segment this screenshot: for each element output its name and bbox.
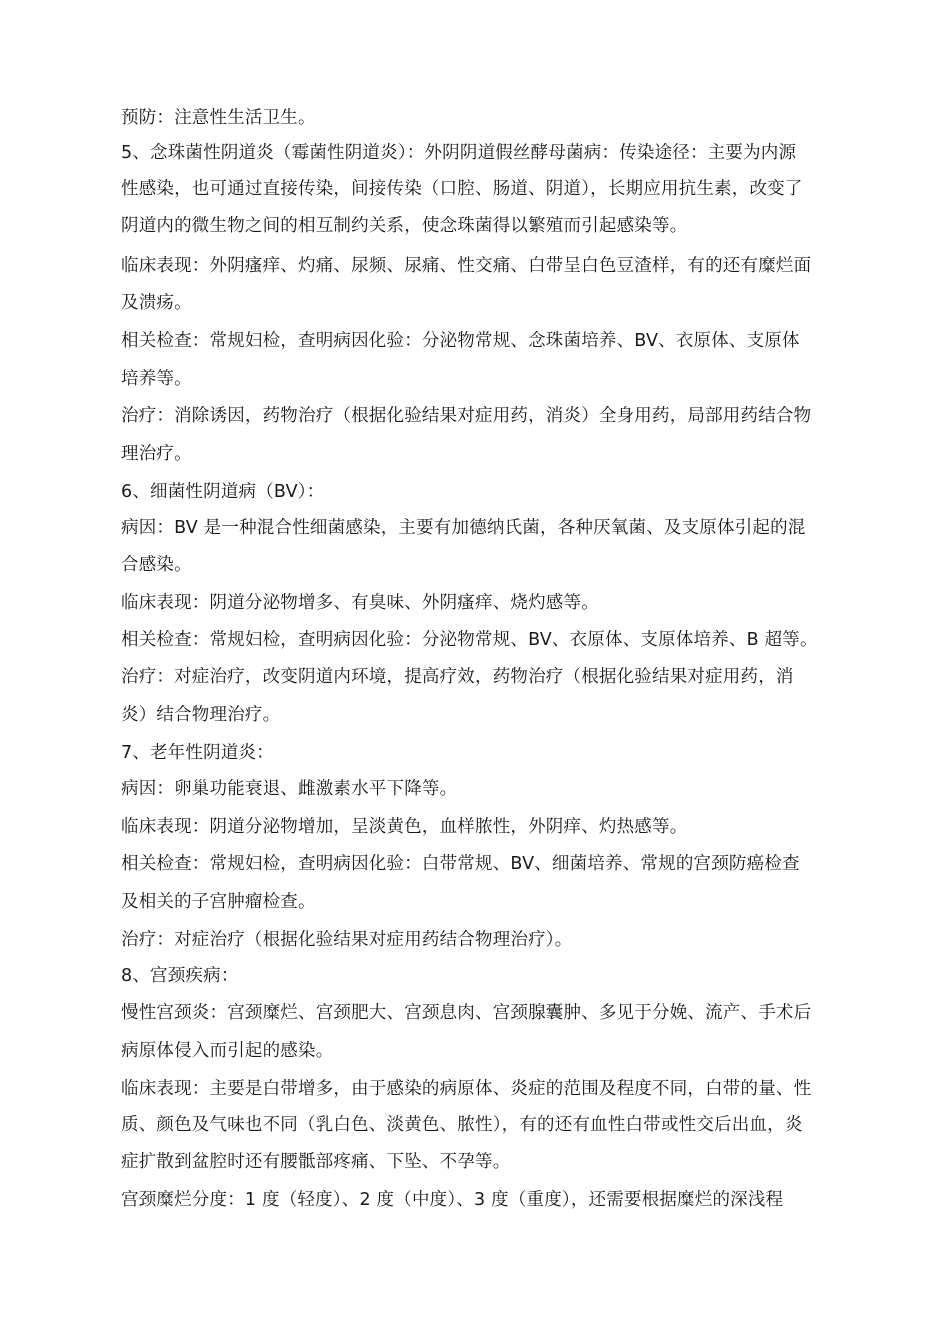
text-line: 相关检查：常规妇检，查明病因化验：分泌物常规、BV、衣原体、支原体培养、B 超等。: [121, 630, 818, 650]
text-line: 性感染，也可通过直接传染，间接传染（口腔、肠道、阴道），长期应用抗生素，改变了: [121, 179, 803, 199]
text-line: 阴道内的微生物之间的相互制约关系，使念珠菌得以繁殖而引起感染等。: [121, 216, 688, 236]
text-line: 培养等。: [121, 369, 192, 389]
text-line: 病因：卵巢功能衰退、雌激素水平下降等。: [121, 779, 458, 799]
text-line: 治疗：对症治疗，改变阴道内环境，提高疗效，药物治疗（根据化验结果对症用药，消: [121, 667, 794, 687]
text-line: 病因：BV 是一种混合性细菌感染，主要有加德纳氏菌，各种厌氧菌、及支原体引起的混: [121, 518, 806, 538]
text-line: 相关检查：常规妇检，查明病因化验：白带常规、BV、细菌培养、常规的宫颈防癌检查: [121, 854, 800, 874]
text-line: 6、细菌性阴道病（BV）：: [121, 482, 325, 502]
text-line: 慢性宫颈炎：宫颈糜烂、宫颈肥大、宫颈息肉、宫颈腺囊肿、多见于分娩、流产、手术后: [121, 1003, 812, 1023]
text-line: 预防：注意性生活卫生。: [121, 108, 316, 128]
text-line: 临床表现：阴道分泌物增多、有臭味、外阴瘙痒、烧灼感等。: [121, 593, 599, 613]
text-line: 理治疗。: [121, 444, 192, 464]
text-line: 炎）结合物理治疗。: [121, 705, 281, 725]
text-line: 5、念珠菌性阴道炎（霉菌性阴道炎）：外阴阴道假丝酵母菌病：传染途径：主要为内源: [121, 143, 797, 163]
text-line: 临床表现：阴道分泌物增加，呈淡黄色，血样脓性，外阴痒、灼热感等。: [121, 817, 688, 837]
text-line: 合感染。: [121, 555, 192, 575]
text-line: 8、宫颈疾病：: [121, 966, 239, 986]
text-line: 临床表现：主要是白带增多，由于感染的病原体、炎症的范围及程度不同，白带的量、性: [121, 1079, 812, 1099]
text-line: 治疗：对症治疗（根据化验结果对症用药结合物理治疗）。: [121, 930, 573, 950]
text-line: 相关检查：常规妇检，查明病因化验：分泌物常规、念珠菌培养、BV、衣原体、支原体: [121, 331, 800, 351]
text-line: 及相关的子宫肿瘤检查。: [121, 892, 316, 912]
text-line: 7、老年性阴道炎：: [121, 743, 274, 763]
text-line: 治疗：消除诱因，药物治疗（根据化验结果对症用药，消炎）全身用药，局部用药结合物: [121, 406, 812, 426]
text-line: 症扩散到盆腔时还有腰骶部疼痛、下坠、不孕等。: [121, 1152, 511, 1172]
text-line: 病原体侵入而引起的感染。: [121, 1041, 334, 1061]
text-line: 质、颜色及气味也不同（乳白色、淡黄色、脓性），有的还有血性白带或性交后出血，炎: [121, 1115, 803, 1135]
text-line: 宫颈糜烂分度：1 度（轻度）、2 度（中度）、3 度（重度），还需要根据糜烂的深浅程: [121, 1190, 784, 1210]
text-line: 及溃疡。: [121, 293, 192, 313]
text-line: 临床表现：外阴瘙痒、灼痛、尿频、尿痛、性交痛、白带呈白色豆渣样，有的还有糜烂面: [121, 256, 812, 276]
